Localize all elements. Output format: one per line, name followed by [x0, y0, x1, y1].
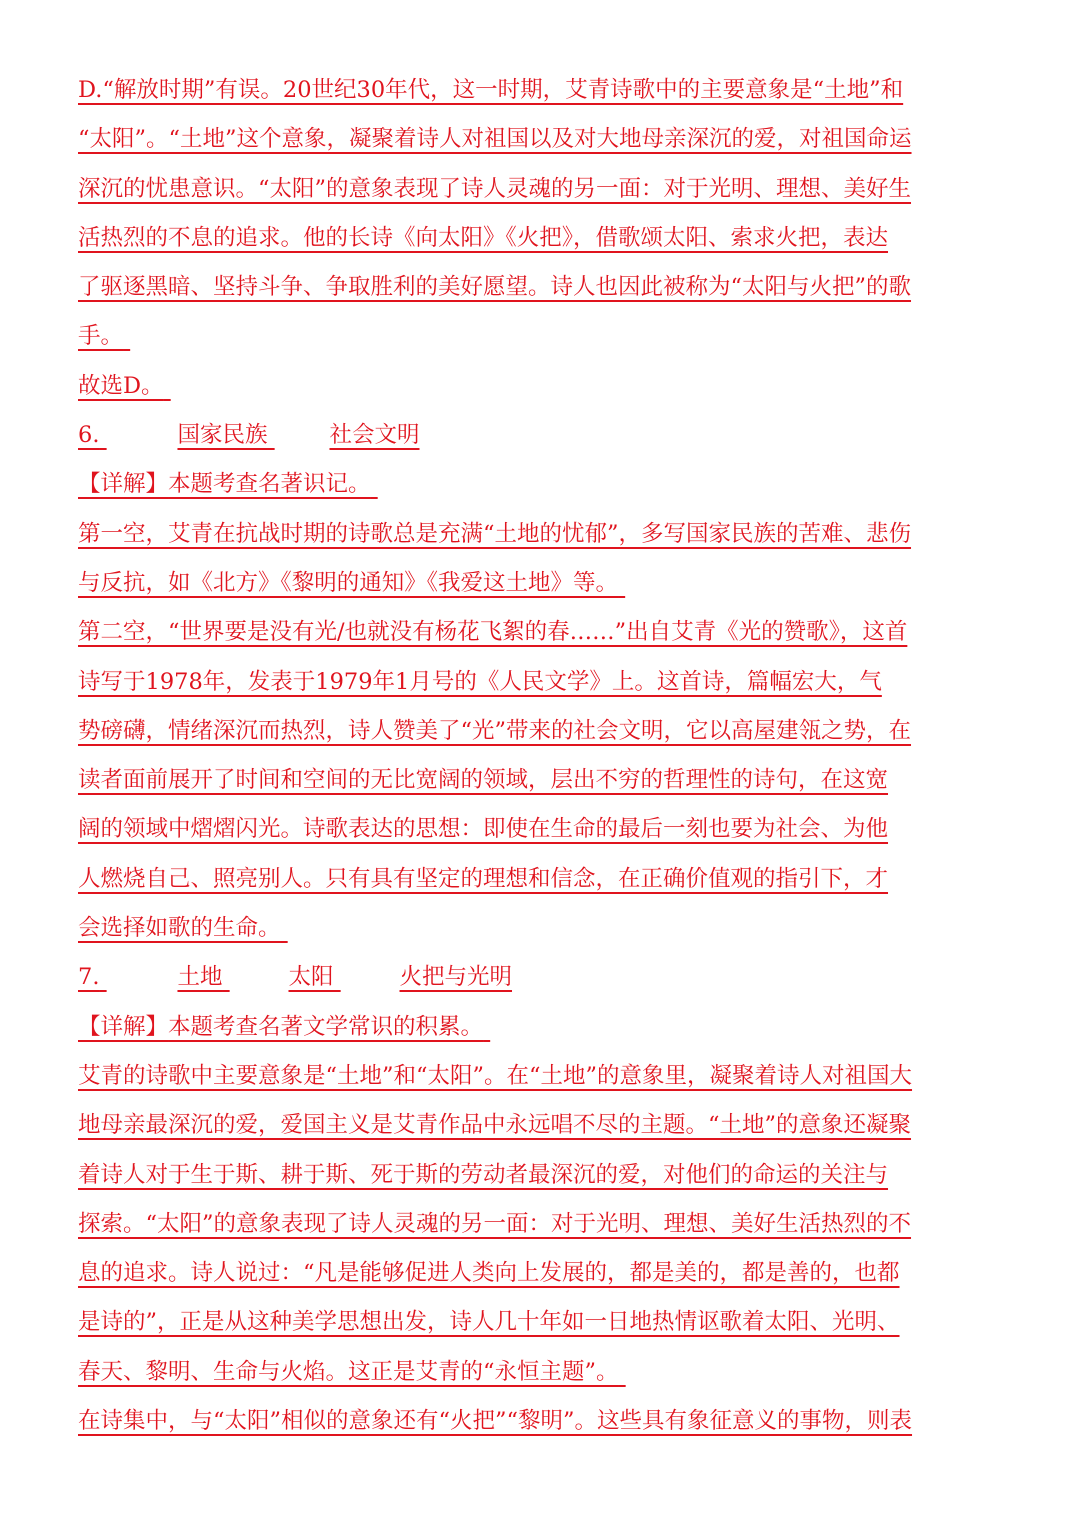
- text-line: [78, 707, 1008, 756]
- text-line: [78, 658, 1008, 707]
- answer-text: 息的追求。诗人说过：“凡是能够促进人类向上发展的，都是美的，都是善的，也都: [78, 1260, 900, 1287]
- question-7-answer-line: [78, 953, 1008, 1002]
- text-line: [78, 608, 1008, 657]
- answer-text: 会选择如歌的生命。: [78, 915, 281, 942]
- answer-text: 在诗集中，与“太阳”相似的意象还有“火把”“黎明”。这些具有象征意义的事物，则表: [78, 1408, 913, 1435]
- underline-gap: [618, 559, 632, 608]
- text-line: [78, 66, 1008, 115]
- underline-gap: [123, 312, 149, 361]
- detail-text: 本题考查名著文学常识的积累。: [168, 1013, 484, 1040]
- answer-text: 着诗人对于生于斯、耕于斯、死于斯的劳动者最深沉的爱，对他们的命运的关注与: [78, 1161, 889, 1188]
- underline-gap: [267, 411, 329, 460]
- text-line: [78, 263, 1008, 312]
- answer-text: 读者面前展开了时间和空间的无比宽阔的领域，层出不穷的哲理性的诗句，在这宽: [78, 767, 889, 794]
- text-line: [78, 1101, 1008, 1150]
- answer-text: 是诗的”，正是从这种美学思想出发，诗人几十年如一日地热情讴歌着太阳、光明、: [78, 1309, 900, 1336]
- question-6-answer-line: [78, 411, 1008, 460]
- text-line: [78, 805, 1008, 854]
- text-line: [78, 756, 1008, 805]
- answer-text: 与反抗，如《北方》《黎明的通知》《我爱这土地》等。: [78, 569, 619, 596]
- question-7-detail-heading: [78, 1003, 1008, 1052]
- text-line: [78, 855, 1008, 904]
- answer-text: 了驱逐黑暗、坚持斗争、争取胜利的美好愿望。诗人也因此被称为“太阳与火把”的歌: [78, 274, 912, 301]
- blank-answer: 太阳: [288, 964, 334, 991]
- text-line: [78, 904, 1008, 953]
- detail-label: 【详解】: [78, 471, 169, 498]
- underline-gap: [99, 411, 177, 460]
- text-line: [78, 1397, 1008, 1446]
- answer-text: 活热烈的不息的追求。他的长诗《向太阳》《火把》，借歌颂太阳、索求火把，表达: [78, 224, 889, 251]
- text-line: [78, 1298, 1008, 1347]
- answer-content: [78, 66, 1008, 1446]
- answer-text: 第一空，艾青在抗战时期的诗歌总是充满“土地的忧郁”，多写国家民族的苦难、悲伤: [78, 520, 912, 547]
- answer-text: 人燃烧自己、照亮别人。只有具有坚定的理想和信念，在正确价值观的指引下，才: [78, 865, 889, 892]
- question-number: 7.: [78, 964, 100, 991]
- blank-answer: 国家民族: [177, 422, 268, 449]
- answer-text: 艾青的诗歌中主要意象是“土地”和“太阳”。在“土地”的意象里，凝聚着诗人对祖国大: [78, 1062, 913, 1089]
- text-line: [78, 1052, 1008, 1101]
- underline-gap: [371, 460, 385, 509]
- underline-gap: [281, 904, 289, 953]
- answer-text: 春天、黎明、生命与火焰。这正是艾青的“永恒主题”。: [78, 1358, 619, 1385]
- underline-gap: [334, 953, 400, 1002]
- answer-text: 阔的领域中熠熠闪光。诗歌表达的思想：即使在生命的最后一刻也要为社会、为他: [78, 816, 889, 843]
- question-number: 6.: [78, 422, 100, 449]
- blank-answer: 社会文明: [329, 422, 420, 449]
- text-line: [78, 1200, 1008, 1249]
- detail-label: 【详解】: [78, 1013, 169, 1040]
- underline-gap: [164, 362, 178, 411]
- conclusion-line: [78, 362, 1008, 411]
- answer-text: “太阳”。“土地”这个意象，凝聚着诗人对祖国以及对大地母亲深沉的爱，对祖国命运: [78, 126, 912, 153]
- text-line: [78, 1249, 1008, 1298]
- text-line: [78, 510, 1008, 559]
- answer-text: 深沉的忧患意识。“太阳”的意象表现了诗人灵魂的另一面：对于光明、理想、美好生: [78, 175, 912, 202]
- blank-answer: 火把与光明: [399, 964, 513, 991]
- answer-text: 地母亲最深沉的爱，爱国主义是艾青作品中永远唱不尽的主题。“土地”的意象还凝聚: [78, 1112, 912, 1139]
- text-line: [78, 214, 1008, 263]
- underline-gap: [222, 953, 288, 1002]
- underline-gap: [99, 953, 177, 1002]
- text-line: [78, 559, 1008, 608]
- underline-gap: [483, 1003, 495, 1052]
- detail-text: 本题考查名著识记。: [168, 471, 371, 498]
- blank-answer: 土地: [177, 964, 223, 991]
- answer-text: 势磅礴，情绪深沉而热烈，诗人赞美了“光”带来的社会文明，它以高屋建瓴之势，在: [78, 717, 912, 744]
- answer-text: 手。: [78, 323, 124, 350]
- text-line: [78, 1348, 1008, 1397]
- text-line: [78, 165, 1008, 214]
- answer-text: 探索。“太阳”的意象表现了诗人灵魂的另一面：对于光明、理想、美好生活热烈的不: [78, 1210, 912, 1237]
- question-6-detail-heading: [78, 460, 1008, 509]
- answer-text: 故选D。: [78, 372, 164, 399]
- text-line: [78, 1151, 1008, 1200]
- underline-gap: [619, 1348, 631, 1397]
- answer-text: D.“解放时期”有误。20世纪30年代，这一时期，艾青诗歌中的主要意象是“土地”和: [78, 77, 904, 103]
- answer-text: 第二空，“世界要是没有光/也就没有杨花飞絮的春……”出自艾青《光的赞歌》，这首: [78, 619, 908, 646]
- text-line: [78, 115, 1008, 164]
- answer-text: 诗写于1978年，发表于1979年1月号的《人民文学》上。这首诗，篇幅宏大，气: [78, 668, 882, 695]
- text-line: [78, 312, 1008, 361]
